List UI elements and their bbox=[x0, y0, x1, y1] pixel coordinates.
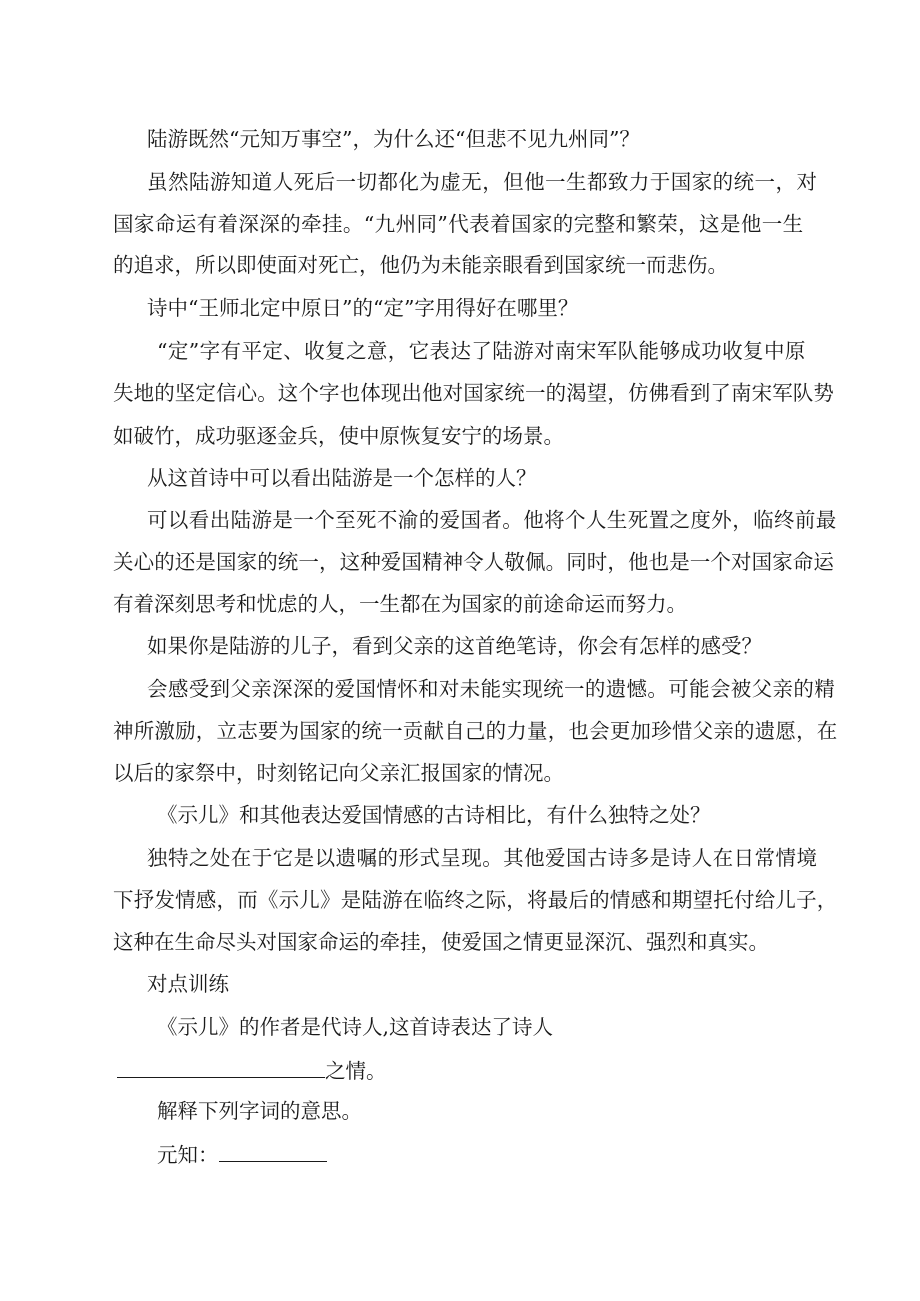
practice-question-1-continuation bbox=[117, 1059, 387, 1082]
answer-text: 失地的坚定信心。这个字也体现出他对国家统一的渴望，仿佛看到了南宋军队势 bbox=[113, 381, 834, 405]
answer-blank[interactable] bbox=[117, 1059, 325, 1078]
question-text: 如果你是陆游的儿子，看到父亲的这首绝笔诗，你会有怎样的感受？ bbox=[147, 634, 762, 658]
answer-text: “定”字有平定、收复之意，它表达了陆游对南宋军队能够成功收复中原 bbox=[157, 339, 806, 363]
vocab-label: 元知： bbox=[157, 1143, 219, 1167]
answer-text: 虽然陆游知道人死后一切都化为虚无，但他一生都致力于国家的统一，对 bbox=[147, 170, 818, 194]
answer-text: 的追求，所以即使面对死亡，他仍为未能亲眼看到国家统一而悲伤。 bbox=[113, 253, 728, 277]
answer-text: 有着深刻思考和忧虑的人，一生都在为国家的前途命运而努力。 bbox=[113, 592, 687, 616]
practice-question-1: 《示儿》的作者是代诗人,这首诗表达了诗人 bbox=[157, 1015, 554, 1039]
answer-text: 会感受到父亲深深的爱国情怀和对未能实现统一的遗憾。可能会被父亲的精 bbox=[147, 677, 836, 701]
question-text: 《示儿》和其他表达爱国情感的古诗相比，有什么独特之处？ bbox=[157, 803, 711, 827]
question-text: 陆游既然“元知万事空”，为什么还“但悲不见九州同”？ bbox=[147, 127, 640, 151]
practice-heading: 对点训练 bbox=[147, 972, 229, 996]
answer-text: 下抒发情感，而《示儿》是陆游在临终之际，将最后的情感和期望托付给儿子， bbox=[113, 888, 838, 912]
question-text: 诗中“王师北定中原日”的“定”字用得好在哪里？ bbox=[147, 296, 579, 320]
answer-text: 关心的还是国家的统一，这种爱国精神令人敬佩。同时，他也是一个对国家命运 bbox=[113, 550, 834, 574]
answer-text: 这种在生命尽头对国家命运的牵挂，使爱国之情更显深沉、强烈和真实。 bbox=[113, 930, 769, 954]
answer-text: 以后的家祭中，时刻铭记向父亲汇报国家的情况。 bbox=[113, 761, 564, 785]
answer-text: 可以看出陆游是一个至死不渝的爱国者。他将个人生死置之度外，临终前最 bbox=[147, 508, 837, 532]
answer-text: 独特之处在于它是以遗嘱的形式呈现。其他爱国古诗多是诗人在日常情境 bbox=[147, 846, 818, 870]
answer-text: 国家命运有着深深的牵挂。“九州同”代表着国家的完整和繁荣，这是他一生 bbox=[113, 212, 804, 236]
question-text: 从这首诗中可以看出陆游是一个怎样的人？ bbox=[147, 466, 537, 490]
vocab-item bbox=[157, 1143, 327, 1166]
blank-suffix: 之情。 bbox=[325, 1059, 387, 1083]
practice-question-2: 解释下列字词的意思。 bbox=[157, 1099, 362, 1123]
answer-text: 神所激励，立志要为国家的统一贡献自己的力量，也会更加珍惜父亲的遗愿，在 bbox=[113, 719, 838, 743]
answer-blank[interactable] bbox=[219, 1143, 327, 1162]
answer-text: 如破竹，成功驱逐金兵，使中原恢复安宁的场景。 bbox=[113, 424, 564, 448]
